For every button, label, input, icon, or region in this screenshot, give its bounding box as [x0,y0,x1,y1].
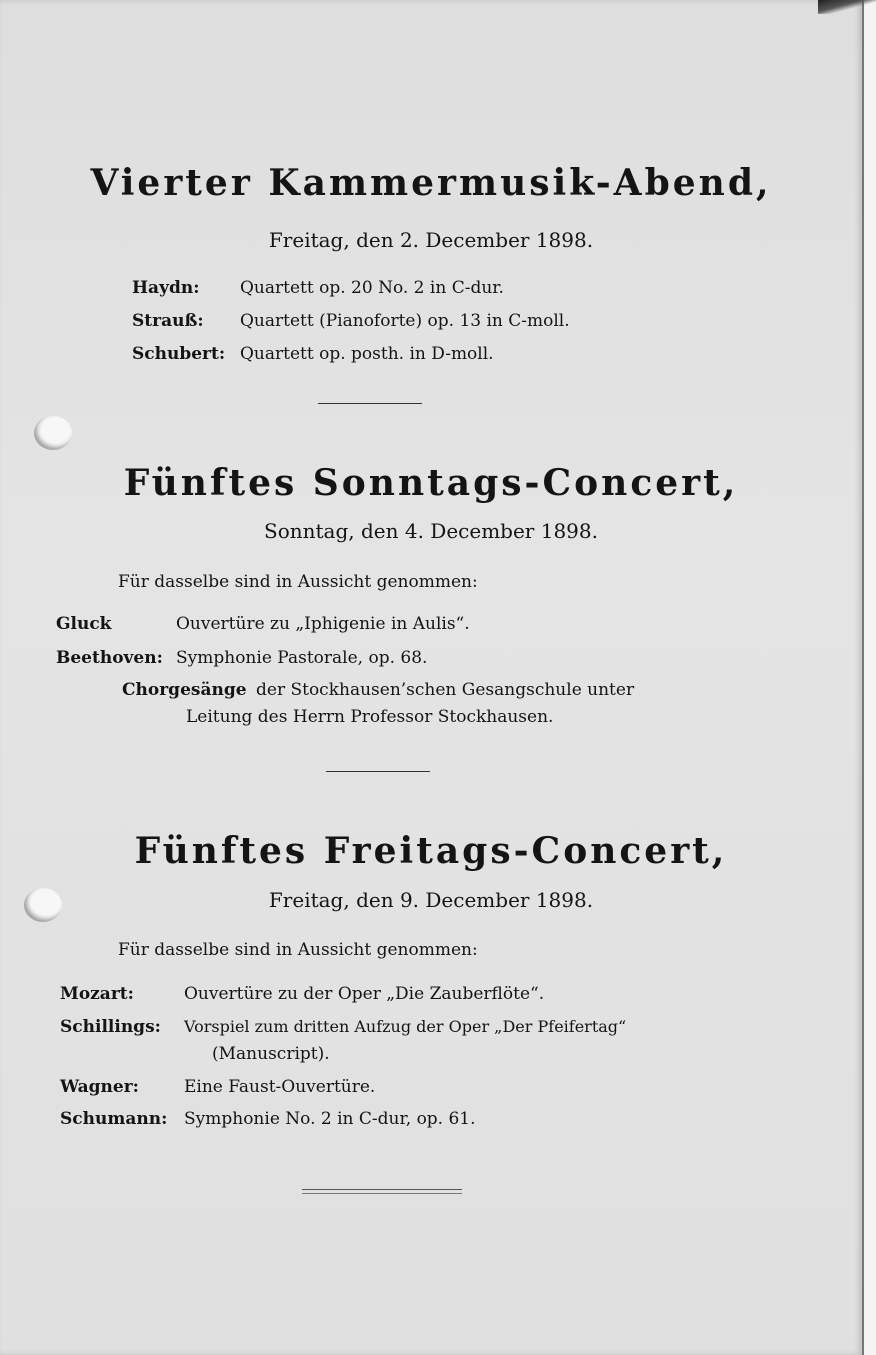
section-2-intro: Für dasselbe sind in Aussicht genommen: [118,572,478,592]
composer-name: Strauß: [132,311,204,331]
work-title: Ouvertüre zu „Iphigenie in Aulis“. [176,614,470,634]
program-item [56,614,696,638]
paper-corner [818,0,876,14]
choir-text-continued: Leitung des Herrn Professor Stockhausen. [186,707,554,727]
section-1-date: Freitag, den 2. December 1898. [268,228,594,252]
work-title: Quartett op. posth. in D-moll. [240,344,494,364]
program-item [60,984,760,1008]
program-item [132,344,732,368]
section-divider [326,771,430,772]
work-title: Symphonie No. 2 in C-dur, op. 61. [184,1109,476,1129]
section-3-intro: Für dasselbe sind in Aussicht genommen: [118,940,478,960]
work-title: Quartett (Pianoforte) op. 13 in C-moll. [240,311,570,331]
section-2-date: Sonntag, den 4. December 1898. [264,519,598,543]
work-title-continued: (Manuscript). [212,1044,330,1064]
paper-edge [862,0,876,1355]
work-title: Eine Faust-Ouvertüre. [184,1077,376,1097]
program-item [132,278,732,302]
work-title: Symphonie Pastorale, op. 68. [176,648,428,668]
section-2-title: Fünftes Sonntags-Concert, [123,462,739,504]
work-title: Ouvertüre zu der Oper „Die Zauberflöte“. [184,984,545,1004]
section-3-date: Freitag, den 9. December 1898. [268,888,594,912]
work-title: Vorspiel zum dritten Aufzug der Oper „Der Pfeifertag“ [184,1017,627,1036]
composer-name: Wagner: [60,1077,139,1097]
composer-name: Mozart: [60,984,134,1004]
section-3-title: Fünftes Freitags-Concert, [134,830,728,872]
program-item [60,1077,760,1101]
program-item-choir [122,680,742,704]
section-divider [318,403,422,404]
composer-name: Gluck [56,614,112,634]
composer-name: Haydn: [132,278,200,298]
section-1-title: Vierter Kammermusik-Abend, [90,162,772,204]
choir-label: Chorgesänge [122,680,247,700]
composer-name: Schillings: [60,1017,161,1037]
choir-text-line-2 [186,707,686,731]
choir-text: der Stockhausen’schen Gesangschule unter [256,680,635,700]
closing-divider [302,1189,462,1194]
program-item [132,311,732,335]
program-item [60,1109,760,1133]
work-title: Quartett op. 20 No. 2 in C-dur. [240,278,504,298]
program-item [60,1017,780,1041]
composer-name: Schubert: [132,344,226,364]
program-item-continued [212,1044,512,1068]
punch-hole-upper [34,416,72,450]
program-item [56,648,696,672]
composer-name: Schumann: [60,1109,168,1129]
composer-name: Beethoven: [56,648,163,668]
